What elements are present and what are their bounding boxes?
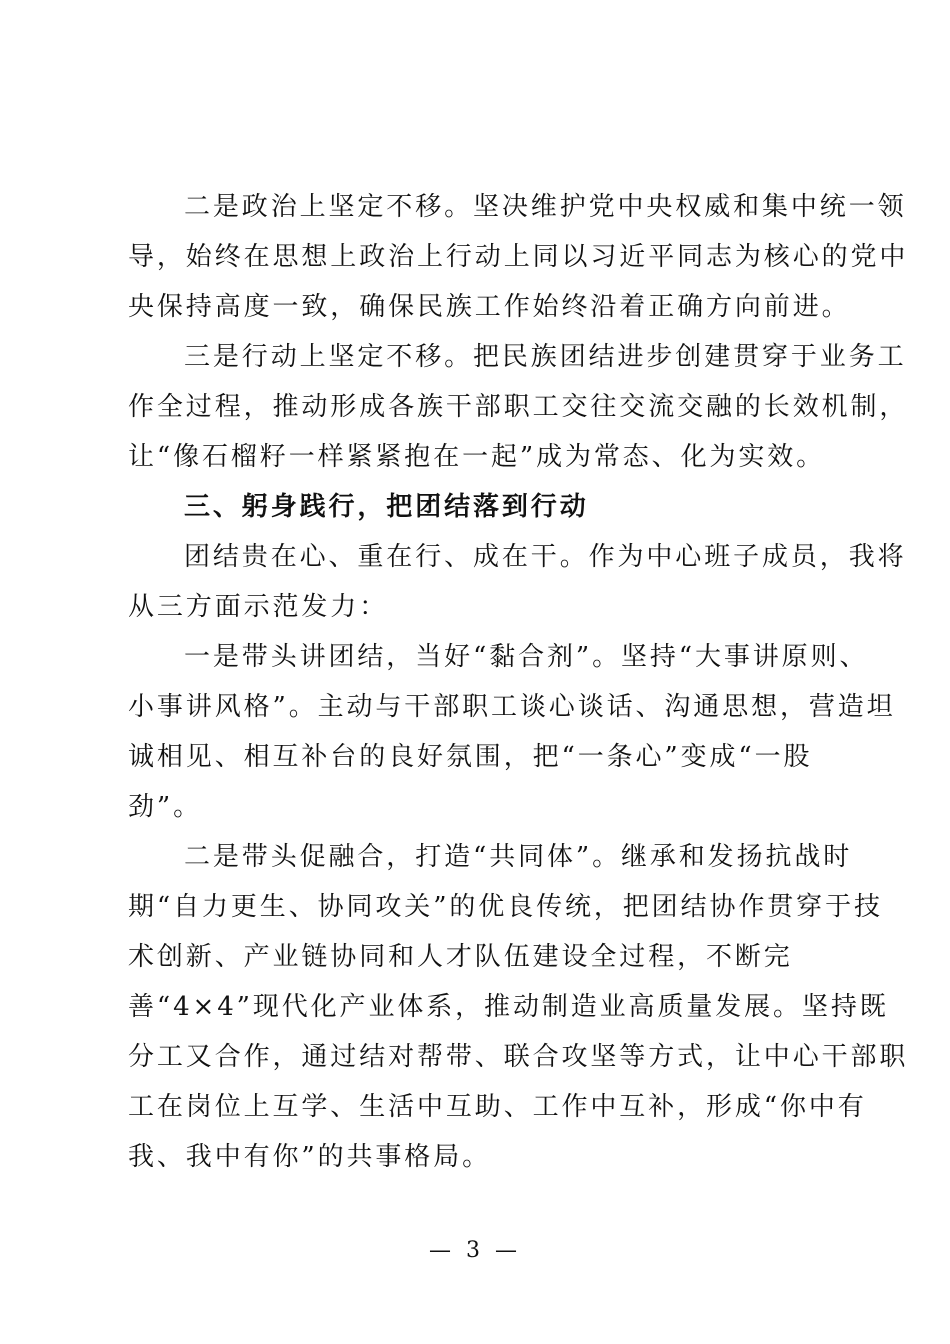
text-line: 让“像石榴籽一样紧紧抱在一起”成为常态、化为实效。 xyxy=(128,442,826,472)
section-heading xyxy=(128,482,828,532)
paragraph xyxy=(128,832,909,1182)
paragraph xyxy=(128,182,909,332)
paragraph xyxy=(128,332,909,482)
text-line: 作全过程，推动形成各族干部职工交往交流交融的长效机制， xyxy=(128,392,909,422)
text-line: 小事讲风格”。主动与干部职工谈心谈话、沟通思想，营造坦 xyxy=(128,692,896,722)
text-line: 期“自力更生、协同攻关”的优良传统，把团结协作贯穿于技 xyxy=(128,892,883,922)
text-line: 分工又合作，通过结对帮带、联合攻坚等方式，让中心干部职 xyxy=(128,1042,909,1072)
text-line: 一是带头讲团结，当好“黏合剂”。坚持“大事讲原则、 xyxy=(184,642,869,672)
document-body xyxy=(128,182,909,1182)
text-line: 诚相见、相互补台的良好氛围，把“一条心”变成“一股 xyxy=(128,742,813,772)
paragraph xyxy=(128,632,896,832)
text-line: 工在岗位上互学、生活中互助、工作中互补，形成“你中有 xyxy=(128,1092,867,1122)
text-line: 二是带头促融合，打造“共同体”。继承和发扬抗战时 xyxy=(184,842,853,872)
text-line: 我、我中有你”的共事格局。 xyxy=(128,1142,491,1172)
text-line: 二是政治上坚定不移。坚决维护党中央权威和集中统一领 xyxy=(184,192,907,222)
text-line: 三、躬身践行，把团结落到行动 xyxy=(184,492,589,522)
text-line: 三是行动上坚定不移。把民族团结进步创建贯穿于业务工 xyxy=(184,342,907,372)
page-number: — 3 — xyxy=(429,1238,521,1263)
text-line: 善“4×4”现代化产业体系，推动制造业高质量发展。坚持既 xyxy=(128,992,889,1022)
text-line: 术创新、产业链协同和人才队伍建设全过程，不断完 xyxy=(128,942,793,972)
paragraph xyxy=(128,532,907,632)
text-line: 导，始终在思想上政治上行动上同以习近平同志为核心的党中 xyxy=(128,242,909,272)
text-line: 团结贵在心、重在行、成在干。作为中心班子成员，我将 xyxy=(184,542,907,572)
text-line: 从三方面示范发力： xyxy=(128,592,389,622)
text-line: 劲”。 xyxy=(128,792,202,822)
text-line: 央保持高度一致，确保民族工作始终沿着正确方向前进。 xyxy=(128,292,851,322)
